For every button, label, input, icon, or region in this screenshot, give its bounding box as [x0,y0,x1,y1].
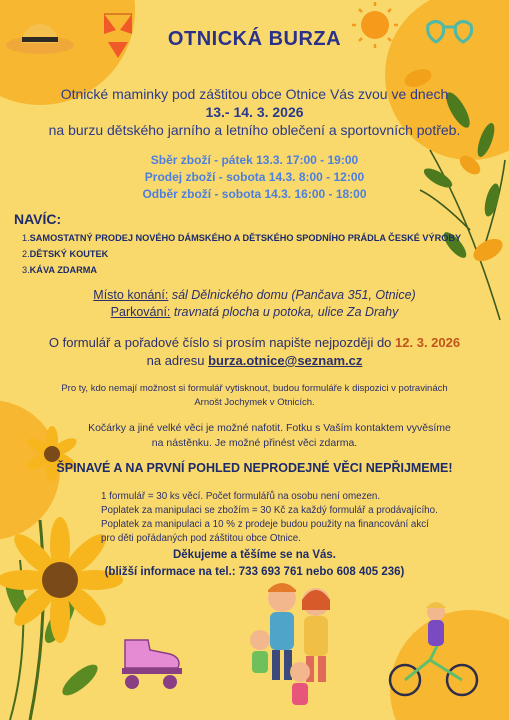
list-item-number: 3. [22,265,30,275]
thanks-text: Děkujeme a těšíme se na Vás. [172,549,336,561]
list-item-number: 1. [22,233,30,243]
list-item-text: SAMOSTATNÝ PRODEJ NOVÉHO DÁMSKÉHO A DĚTSKÉHO SPODNÍHO PRÁDLA ČESKÉ VÝROBY [29,233,462,243]
strollers-note: na nástěnku. Je možné přinést věci zdarma. [151,437,358,449]
parking-value: travnatá plocha u potoka, ulice Za Drahy [173,305,399,319]
parking-line [0,305,509,319]
email-link[interactable]: burza.otnice@seznam.cz [208,353,363,368]
printing-note: Arnošt Jochymek v Otnicích. [194,397,315,408]
page-title: OTNICKÁ BURZA [167,28,342,50]
venue-value: sál Dělnického domu (Pančava 351, Otnice) [171,288,416,302]
schedule-item: Sběr zboží - pátek 13.3. 17:00 - 19:00 [150,153,359,167]
warning-text: ŠPINAVÉ A NA PRVNÍ POHLED NEPRODEJNÉ VĚCI NEPŘIJMEME! [56,461,453,475]
list-item [22,230,461,246]
venue-label: Místo konání: [93,288,169,302]
extras-list [22,230,461,278]
strollers-note: Kočárky a jiné velké věci je možné nafotit. Fotku s Vaším kontaktem vyvěsíme [88,422,451,434]
fee-line: pro děti pořádaných pod záštitou obce Otnice. [101,533,301,544]
list-item [22,246,461,262]
schedule-item: Odběr zboží - sobota 14.3. 16:00 - 18:00 [142,187,367,201]
form-request-line [0,335,509,350]
list-item-text: KÁVA ZDARMA [29,265,98,275]
fee-line: 1 formulář = 30 ks věcí. Počet formulářů na osobu není omezen. [101,491,381,502]
parking-label: Parkování: [110,305,171,319]
form-request-text: O formulář a pořadové číslo si prosím napište nejpozději do [48,335,392,350]
list-item-text: DĚTSKÝ KOUTEK [29,249,109,259]
printing-note: Pro ty, kdo nemají možnost si formulář vytisknout, budou formuláře k dispozici v potravinách [61,383,448,394]
contact-info: (bližší informace na tel.: 733 693 761 nebo 608 405 236) [104,566,405,578]
fee-line: Poplatek za manipulaci a 10 % z prodeje budou použity na financování akcí [101,519,429,530]
intro-line: na burzu dětského jarního a letního oblečení a sportovních potřeb. [48,122,461,138]
form-deadline: 12. 3. 2026 [395,335,461,350]
event-dates: 13.- 14. 3. 2026 [205,104,304,120]
list-item [22,262,461,278]
extras-heading: NAVÍC: [14,211,62,227]
fee-line: Poplatek za manipulaci se zbožím = 30 Kč za každý formulář a prodávajícího. [101,505,438,516]
family-illustration [250,583,330,705]
form-address-prefix: na adresu [146,353,205,368]
intro-line: Otnické maminky pod záštitou obce Otnice Vás zvou ve dnech [60,86,449,102]
venue-line [0,288,509,302]
list-item-number: 2. [22,249,30,259]
form-address-line [0,353,509,368]
schedule-item: Prodej zboží - sobota 14.3. 8:00 - 12:00 [144,170,365,184]
roller-skate-icon [122,640,182,689]
